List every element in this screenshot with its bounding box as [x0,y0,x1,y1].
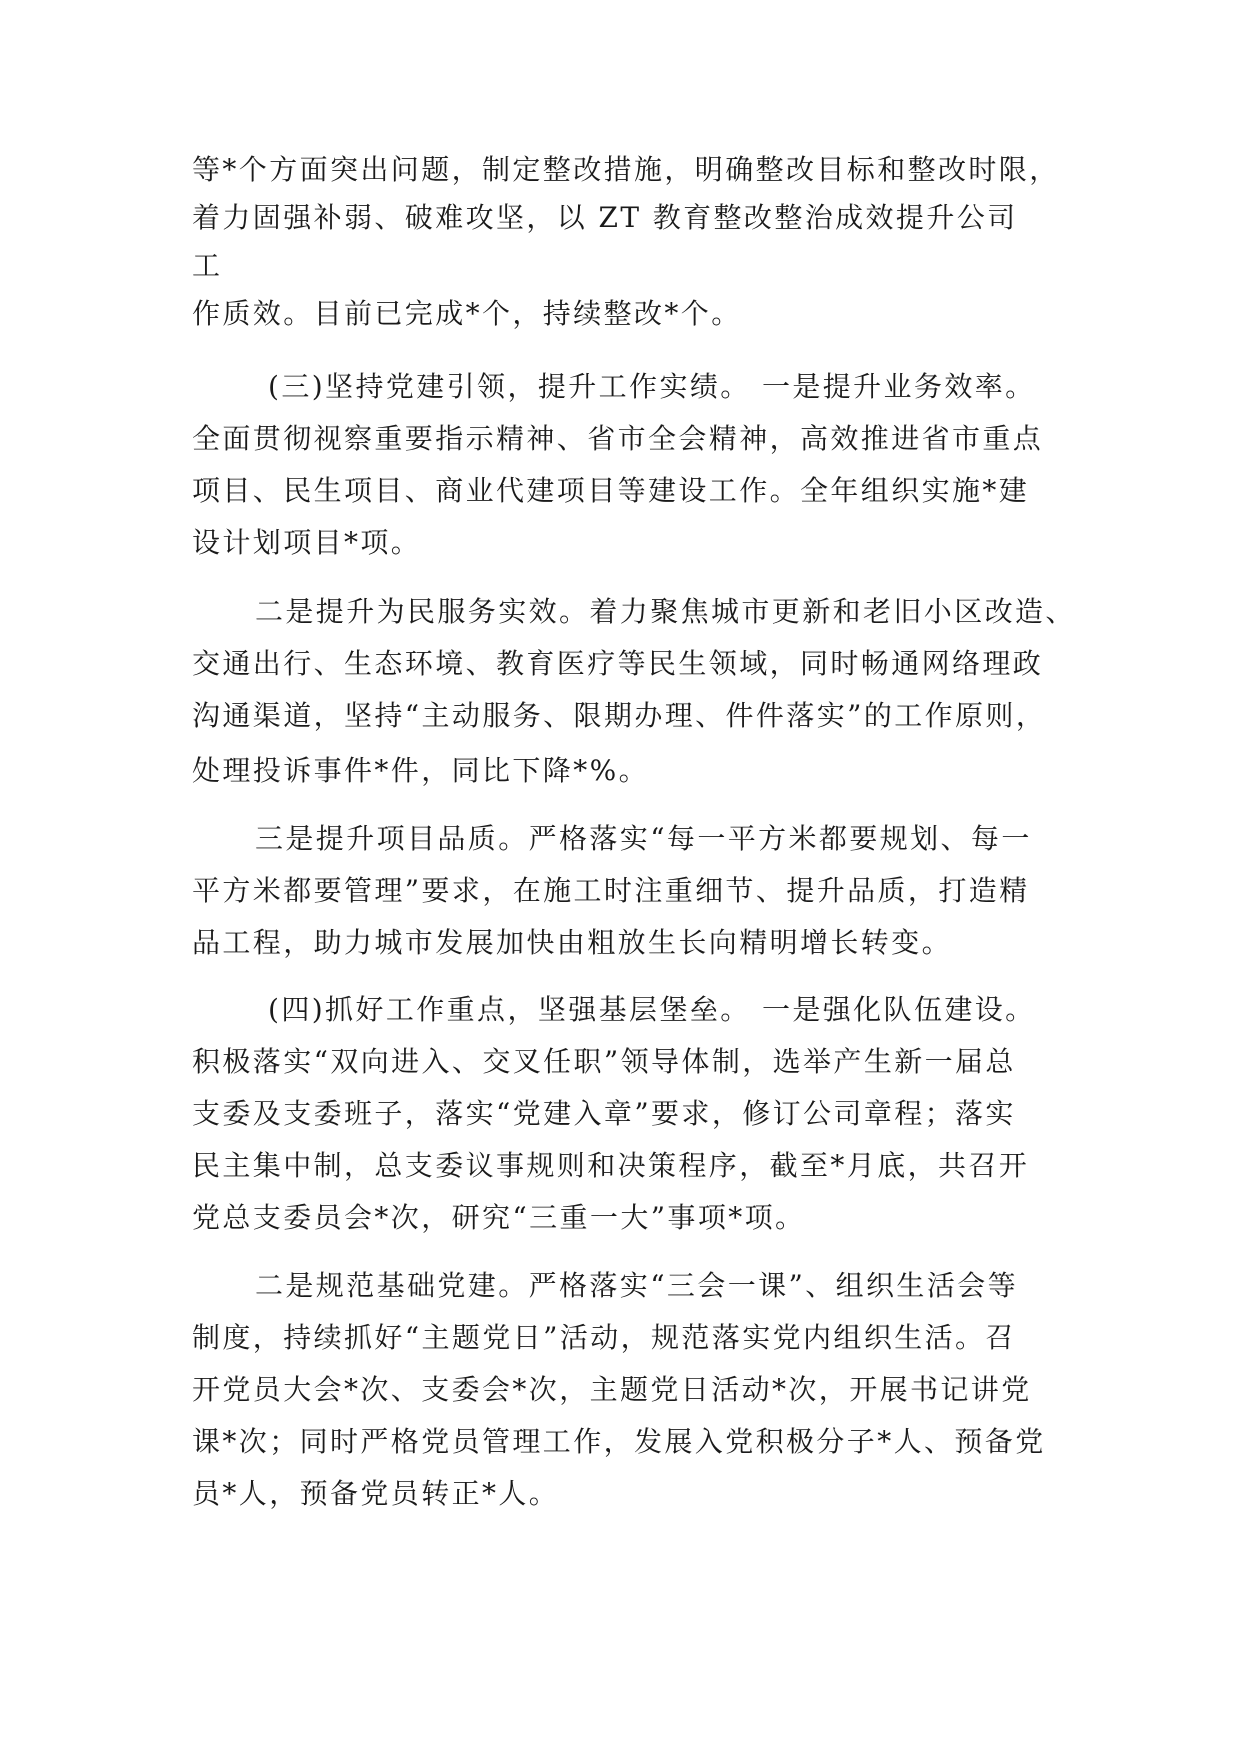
text-line: 平方米都要管理”要求，在施工时注重细节、提升品质，打造精 [192,874,1030,907]
text-line: 课*次；同时严格党员管理工作，发展入党积极分子*人、预备党 [192,1425,1046,1458]
text-line: 全面贯彻视察重要指示精神、省市全会精神，高效推进省市重点 [192,422,1044,455]
text-line: 品工程，助力城市发展加快由粗放生长向精明增长转变。 [192,926,953,959]
text-line: 民主集中制，总支委议事规则和决策程序，截至*月底，共召开 [192,1149,1030,1182]
text-line: 着力固强补弱、破难攻坚，以 ZT 教育整改整治成效提升公司 [192,201,1018,234]
text-line: 作质效。目前已完成*个，持续整改*个。 [192,297,742,330]
text-line: 党总支委员会*次，研究“三重一大”事项*项。 [192,1201,806,1234]
text-line: 开党员大会*次、支委会*次，主题党日活动*次，开展书记讲党 [192,1373,1032,1406]
text-line: 员*人，预备党员转正*人。 [192,1477,560,1510]
text-line: 支委及支委班子，落实“党建入章”要求，修订公司章程；落实 [192,1097,1016,1130]
text-line: 处理投诉事件*件，同比下降*%。 [192,754,650,787]
paragraph-start: 二是规范基础党建。严格落实“三会一课”、组织生活会等 [255,1269,1019,1302]
text-line: 沟通渠道，坚持“主动服务、限期办理、件件落实”的工作原则， [192,699,1047,732]
text-line: 项目、民生项目、商业代建项目等建设工作。全年组织实施*建 [192,474,1030,507]
section-heading-three: (三)坚持党建引领，提升工作实绩。 一是提升业务效率。 [268,370,1036,403]
text-line: 设计划项目*项。 [192,526,422,559]
section-heading-four: (四)抓好工作重点，坚强基层堡垒。 一是强化队伍建设。 [268,993,1036,1026]
text-line: 工 [192,249,223,282]
paragraph-start: 三是提升项目品质。严格落实“每一平方米都要规划、每一 [255,822,1032,855]
text-line: 制度，持续抓好“主题党日”活动，规范落实党内组织生活。召 [192,1321,1016,1354]
text-line: 等*个方面突出问题，制定整改措施，明确整改目标和整改时限， [192,153,1060,186]
text-line: 交通出行、生态环境、教育医疗等民生领域，同时畅通网络理政 [192,647,1044,680]
text-line: 积极落实“双向进入、交叉任职”领导体制，选举产生新一届总 [192,1045,1016,1078]
paragraph-start: 二是提升为民服务实效。着力聚焦城市更新和老旧小区改造、 [255,595,1076,628]
